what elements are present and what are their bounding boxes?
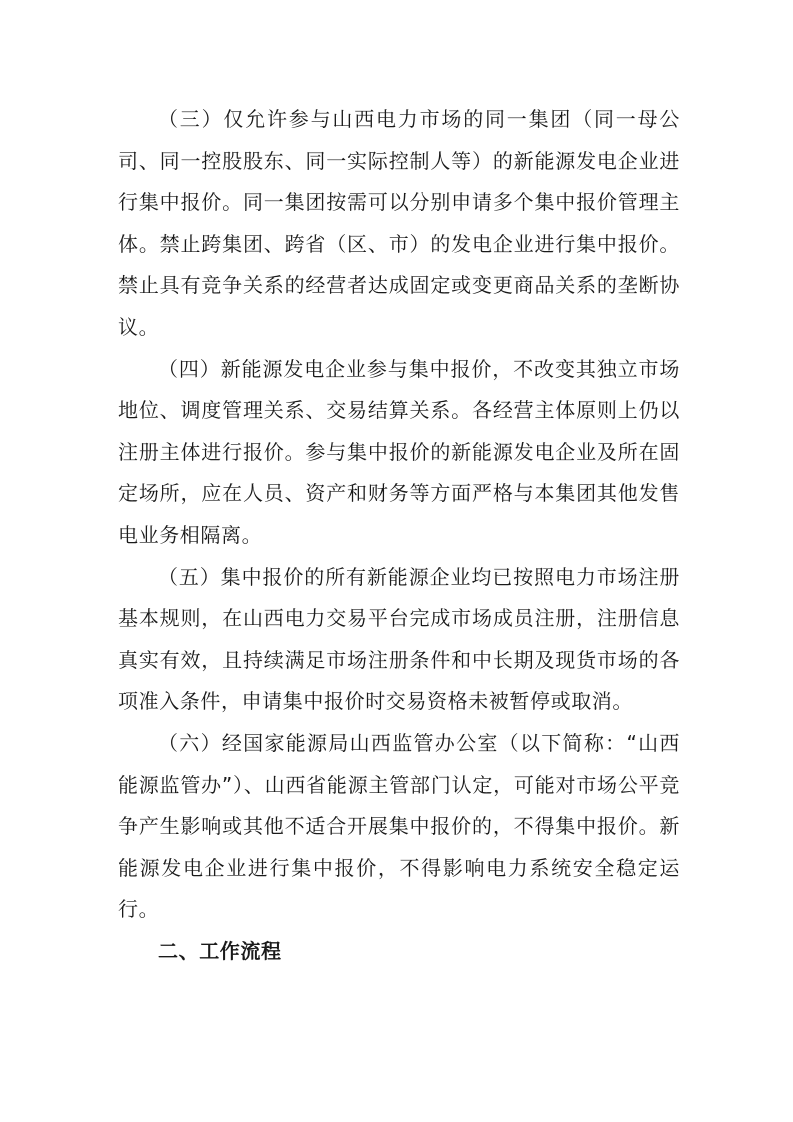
document-body xyxy=(118,99,680,972)
paragraph-item-4: （四）新能源发电企业参与集中报价，不改变其独立市场地位、调度管理关系、交易结算关系。各经营主体原则上仍以注册主体进行报价。参与集中报价的新能源发电企业及所在固定场所，应在人员、资产和财务等方面严格与本集团其他发售电业务相隔离。 xyxy=(118,356,680,547)
paragraph-item-3: （三）仅允许参与山西电力市场的同一集团（同一母公司、同一控股股东、同一实际控制人等）的新能源发电企业进行集中报价。同一集团按需可以分别申请多个集中报价管理主体。禁止跨集团、跨省（区、市）的发电企业进行集中报价。禁止具有竞争关系的经营者达成固定或变更商品关系的垄断协议。 xyxy=(118,107,680,339)
section-heading: 二、工作流程 xyxy=(158,938,282,963)
paragraph-item-6: （六）经国家能源局山西监管办公室（以下简称：“山西能源监管办”）、山西省能源主管部门认定，可能对市场公平竞争产生影响或其他不适合开展集中报价的，不得集中报价。新能源发电企业进行集中报价，不得影响电力系统安全稳定运行。 xyxy=(118,730,680,922)
paragraph-item-5: （五）集中报价的所有新能源企业均已按照电力市场注册基本规则，在山西电力交易平台完成市场成员注册，注册信息真实有效，且持续满足市场注册条件和中长期及现货市场的各项准入条件，申请集中报价时交易资格未被暂停或取消。 xyxy=(118,564,680,714)
